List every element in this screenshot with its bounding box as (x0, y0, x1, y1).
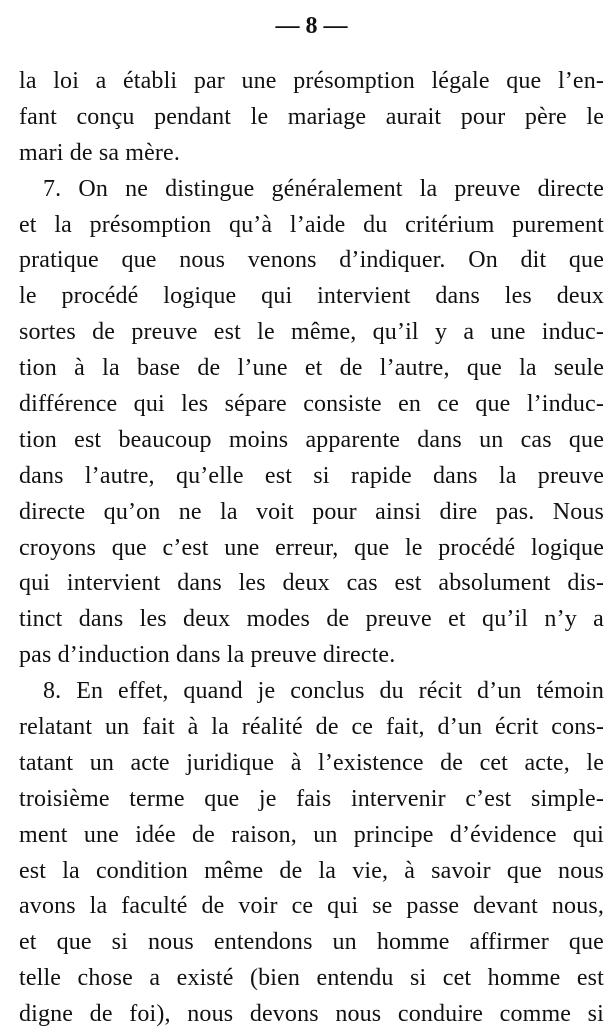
text-line: telle chose a existé (bien entendu si cet homme est (19, 965, 604, 992)
text-line: avons la faculté de voir ce qui se passe devant nous, (19, 893, 604, 920)
text-line: directe qu’on ne la voit pour ainsi dire pas. Nous (19, 498, 604, 525)
text-line: pas d’induction dans la preuve directe. (19, 642, 396, 669)
text-line: digne de foi), nous devons nous conduire comme si (19, 1001, 604, 1028)
text-line: le procédé logique qui intervient dans les deux (19, 283, 604, 310)
text-line: pratique que nous venons d’indiquer. On dit que (19, 247, 604, 274)
text-line: tion à la base de l’une et de l’autre, que la seule (19, 355, 604, 382)
text-line: croyons que c’est une erreur, que le procédé logique (19, 534, 604, 561)
text-line: différence qui les sépare consiste en ce que l’induc- (19, 391, 604, 418)
text-line: est la condition même de la vie, à savoir que nous (19, 857, 604, 884)
text-line: tion est beaucoup moins apparente dans un cas que (19, 426, 604, 453)
text-line: tinct dans les deux modes de preuve et qu’il n’y a (19, 606, 604, 633)
text-line: 8. En effet, quand je conclus du récit d’un témoin (43, 678, 604, 705)
body-text (19, 64, 604, 1033)
page-number: — 8 — (275, 13, 348, 39)
text-line: et la présomption qu’à l’aide du critérium purement (19, 211, 604, 238)
text-line: 7. On ne distingue généralement la preuve directe (43, 175, 604, 202)
text-line: dans l’autre, qu’elle est si rapide dans la preuve (19, 462, 604, 489)
text-line: sortes de preuve est le même, qu’il y a une induc- (19, 319, 604, 346)
text-line: tatant un acte juridique à l’existence de cet acte, le (19, 749, 604, 776)
text-line: fant conçu pendant le mariage aurait pour père le (19, 103, 604, 130)
text-line: ment une idée de raison, un principe d’évidence qui (19, 821, 604, 848)
text-line: et que si nous entendons un homme affirmer que (19, 929, 604, 956)
text-line: relatant un fait à la réalité de ce fait, d’un écrit cons- (19, 714, 604, 741)
text-line: troisième terme que je fais intervenir c’est simple- (19, 785, 604, 812)
text-line: la loi a établi par une présomption légale que l’en- (19, 68, 604, 94)
text-line: qui intervient dans les deux cas est absolument dis- (19, 570, 604, 597)
text-line: mari de sa mère. (19, 139, 180, 166)
